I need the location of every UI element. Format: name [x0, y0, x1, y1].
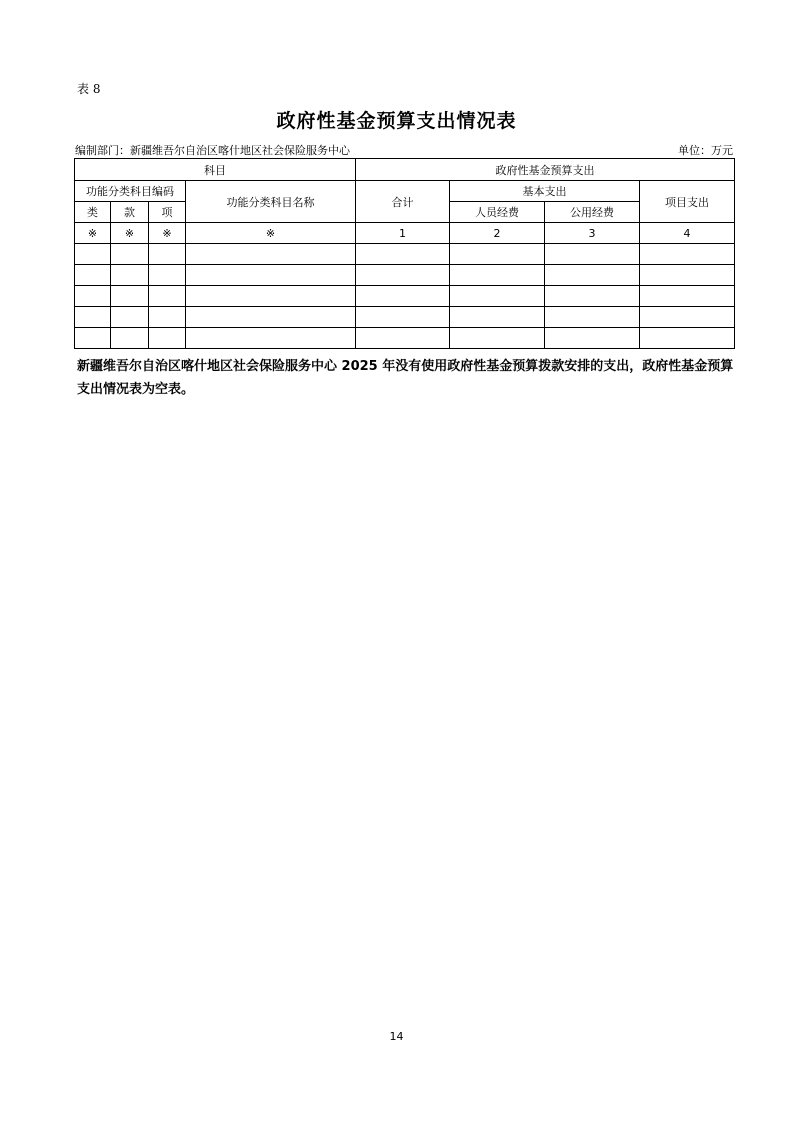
table-cell	[356, 307, 450, 328]
table-cell	[450, 244, 545, 265]
table-cell	[75, 265, 111, 286]
table-cell	[640, 328, 735, 349]
table-cell	[75, 307, 111, 328]
table-cell	[356, 265, 450, 286]
table-row	[75, 328, 735, 349]
header-personnel: 人员经费	[450, 202, 545, 223]
table-label: 表 8	[77, 82, 101, 96]
meta-row	[75, 142, 733, 158]
header-row	[75, 181, 735, 202]
table-cell	[450, 265, 545, 286]
table-row	[75, 265, 735, 286]
table-row	[75, 307, 735, 328]
table-cell	[356, 244, 450, 265]
col-number-personnel: 2	[450, 223, 545, 244]
table-cell	[111, 328, 149, 349]
header-class: 类	[75, 202, 111, 223]
table-cell	[640, 307, 735, 328]
department-label: 编制部门：新疆维吾尔自治区喀什地区社会保险服务中心	[75, 144, 350, 157]
unit-label: 单位：万元	[678, 144, 733, 157]
table-cell	[356, 328, 450, 349]
column-number-row	[75, 223, 735, 244]
col-number-total: 1	[356, 223, 450, 244]
header-func-code: 功能分类科目编码	[75, 181, 186, 202]
table-cell	[75, 286, 111, 307]
header-item: 项	[149, 202, 186, 223]
table-cell	[111, 307, 149, 328]
table-cell	[356, 286, 450, 307]
header-expenditure: 政府性基金预算支出	[356, 159, 735, 181]
page-title: 政府性基金预算支出情况表	[276, 110, 517, 132]
marker-section: ※	[111, 223, 149, 244]
page-number: 14	[389, 1030, 404, 1043]
table-cell	[111, 286, 149, 307]
expenditure-table	[74, 158, 735, 349]
table-cell	[450, 328, 545, 349]
table-cell	[640, 265, 735, 286]
col-number-project: 4	[640, 223, 735, 244]
marker-name: ※	[186, 223, 356, 244]
table-cell	[149, 307, 186, 328]
table-cell	[186, 265, 356, 286]
table-cell	[149, 244, 186, 265]
note-text: 新疆维吾尔自治区喀什地区社会保险服务中心 2025 年没有使用政府性基金预算拨款安排的支出，政府性基金预算支出情况表为空表。	[77, 359, 734, 397]
table-cell	[111, 244, 149, 265]
table-cell	[186, 307, 356, 328]
header-subject: 科目	[75, 159, 356, 181]
header-func-name: 功能分类科目名称	[186, 181, 356, 223]
header-public: 公用经费	[545, 202, 640, 223]
table-cell	[640, 286, 735, 307]
table-cell	[450, 307, 545, 328]
header-total: 合计	[356, 181, 450, 223]
table-cell	[545, 328, 640, 349]
table-cell	[186, 244, 356, 265]
table-cell	[186, 328, 356, 349]
table-cell	[186, 286, 356, 307]
table-cell	[75, 244, 111, 265]
header-row	[75, 159, 735, 181]
table-cell	[111, 265, 149, 286]
table-cell	[75, 328, 111, 349]
table-cell	[149, 286, 186, 307]
col-number-public: 3	[545, 223, 640, 244]
table-cell	[545, 244, 640, 265]
marker-item: ※	[149, 223, 186, 244]
table-cell	[149, 265, 186, 286]
header-project: 项目支出	[640, 181, 735, 223]
header-basic: 基本支出	[450, 181, 640, 202]
header-section: 款	[111, 202, 149, 223]
table-cell	[545, 307, 640, 328]
marker-class: ※	[75, 223, 111, 244]
table-row	[75, 244, 735, 265]
table-cell	[545, 265, 640, 286]
table-cell	[545, 286, 640, 307]
table-cell	[640, 244, 735, 265]
table-cell	[450, 286, 545, 307]
table-row	[75, 286, 735, 307]
table-cell	[149, 328, 186, 349]
